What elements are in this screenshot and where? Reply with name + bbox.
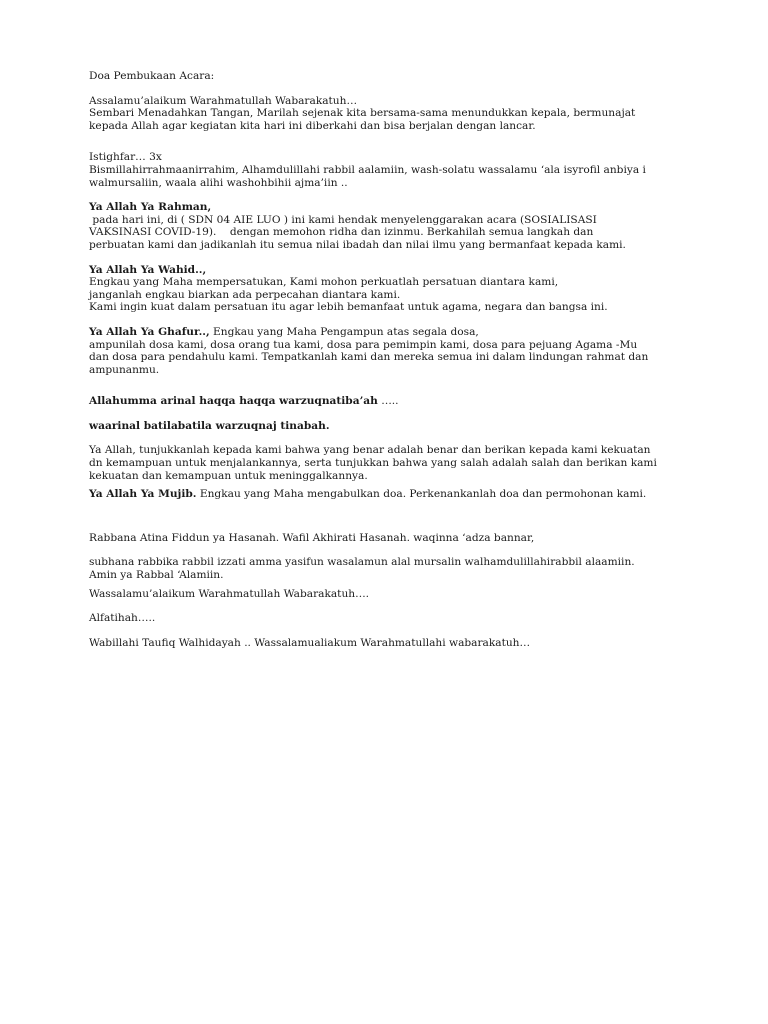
mujib-rest: Engkau yang Maha mengabulkan doa. Perkenankanlah doa dan permohonan kami. — [196, 488, 647, 501]
body-line: VAKSINASI COVID-19). dengan memohon ridha dan izinmu. Berkahilah semua langkah dan — [89, 226, 594, 239]
body-line: Bismillahirrahmaanirrahim, Alhamdulillahi rabbil aalamiin, wash-solatu wassalamu ‘ala isyrofil anbiya i — [89, 163, 646, 176]
arinal-line-1 — [89, 395, 689, 408]
closing-line: Wabillahi Taufiq Walhidayah .. Wassalamualiakum Warahmatullahi wabarakatuh… — [89, 636, 531, 649]
wassalam-line: Wassalamu’alaikum Warahmatullah Wabarakatuh…. — [89, 587, 370, 600]
body-line: Kami ingin kuat dalam persatuan itu agar lebih bemanfaat untuk agama, negara dan bangsa ini. — [89, 301, 608, 314]
ghafur-first-text: Engkau yang Maha Pengampun atas segala dosa, — [209, 325, 479, 338]
body-line: kepada Allah agar kegiatan kita hari ini diberkahi dan bisa berjalan dengan lancar. — [89, 119, 536, 132]
document-title: Doa Pembukaan Acara: — [89, 70, 215, 82]
body-line: ampunilah dosa kami, dosa orang tua kami, dosa para pemimpin kami, dosa para pejuang Agama -Mu — [89, 338, 638, 351]
body-line: Engkau yang Maha mempersatukan, Kami mohon perkuatlah persatuan diantara kami, — [89, 276, 559, 289]
body-line: Ya Allah, tunjukkanlah kepada kami bahwa yang benar adalah benar dan berikan kepada kami kekuatan — [89, 444, 651, 457]
arinal-rest: ….. — [377, 395, 399, 408]
ghafur-line — [89, 326, 689, 339]
body-line: walmursaliin, waala alihi washohbihii ajma’iin .. — [89, 176, 348, 189]
subhana-line: subhana rabbika rabbil izzati amma yasifun wasalamun alal mursalin walhamdulillahirabbil alaamiin. — [89, 556, 635, 569]
arinal-bold: Allahumma arinal haqqa haqqa warzuqnatiba’ah — [89, 395, 378, 408]
body-line: Sembari Menadahkan Tangan, Marilah sejenak kita bersama-sama menundukkan kepala, bermunajat — [89, 107, 636, 120]
heading-ya-rahman: Ya Allah Ya Rahman, — [89, 201, 212, 214]
body-line: dn kemampuan untuk menjalankannya, serta tunjukkan bahwa yang salah adalah salah dan berikan kami — [89, 457, 657, 470]
heading-ya-ghafur: Ya Allah Ya Ghafur.., — [89, 325, 210, 338]
amin-line: Amin ya Rabbal ‘Alamiin. — [89, 569, 224, 582]
document-body — [89, 70, 689, 649]
body-line: perbuatan kami dan jadikanlah itu semua nilai ibadah dan nilai ilmu yang bermanfaat kepada kami. — [89, 238, 626, 251]
body-line: dan dosa para pendahulu kami. Tempatkanlah kami dan mereka semua ini dalam lindungan rahmat dan — [89, 351, 649, 364]
alfatihah-line: Alfatihah….. — [89, 612, 156, 625]
body-line: pada hari ini, di ( SDN 04 AIE LUO ) ini kami hendak menyelenggarakan acara (SOSIALISASI — [89, 213, 597, 226]
body-line: kekuatan dan kemampuan untuk meninggalkannya. — [89, 469, 368, 482]
greeting-line: Assalamu’alaikum Warahmatullah Wabarakatuh… — [89, 94, 358, 107]
heading-ya-wahid: Ya Allah Ya Wahid.., — [89, 263, 207, 276]
arinal-line-2: waarinal batilabatila warzuqnaj tinabah. — [89, 419, 330, 432]
rabbana-line: Rabbana Atina Fiddun ya Hasanah. Wafil Akhirati Hasanah. waqinna ‘adza bannar, — [89, 531, 535, 544]
heading-ya-mujib: Ya Allah Ya Mujib. — [89, 488, 197, 501]
mujib-line — [89, 488, 689, 501]
body-line: ampunanmu. — [89, 363, 160, 376]
body-line: janganlah engkau biarkan ada perpecahan diantara kami. — [89, 288, 401, 301]
istighfar-line: Istighfar… 3x — [89, 151, 162, 164]
